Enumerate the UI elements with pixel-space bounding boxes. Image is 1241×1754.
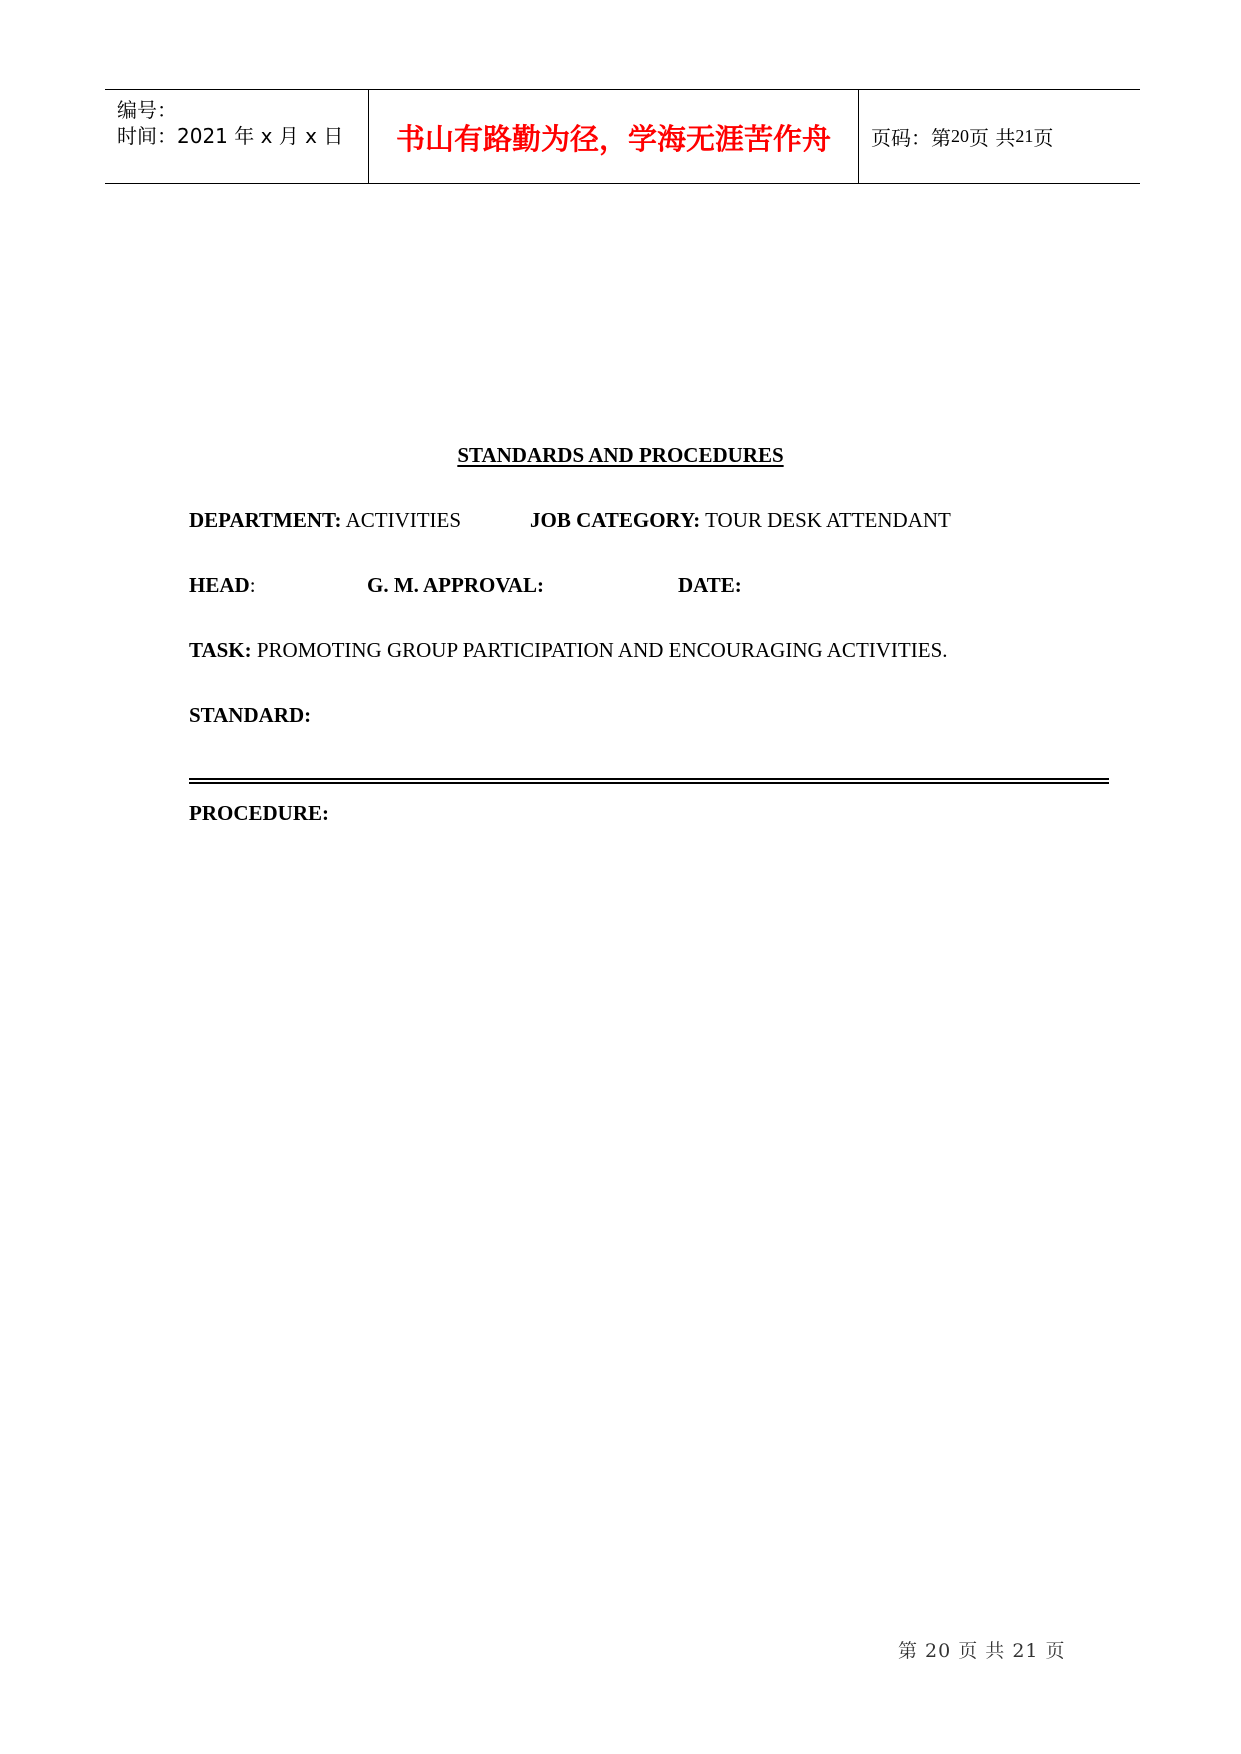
page-header	[105, 89, 1140, 184]
document-title: STANDARDS AND PROCEDURES	[457, 443, 784, 467]
head-label: HEAD	[189, 573, 250, 597]
department-label: DEPARTMENT:	[189, 508, 342, 532]
header-motto: 书山有路勤为径，学海无涯苦作舟	[395, 122, 831, 156]
job-category-value: TOUR DESK ATTENDANT	[700, 508, 951, 532]
task-label: TASK:	[189, 638, 252, 662]
department-field	[189, 508, 461, 533]
gm-approval-label: G. M. APPROVAL:	[367, 573, 544, 597]
page-number-total: 21	[1015, 126, 1034, 146]
standard-label: STANDARD:	[189, 703, 312, 727]
task-field	[189, 638, 948, 663]
page-number-current: 20	[951, 126, 969, 146]
task-value: PROMOTING GROUP PARTICIPATION AND ENCOURAGING ACTIVITIES.	[251, 638, 948, 662]
page-number-prefix: 页码：第	[871, 126, 951, 150]
document-number-label: 编号：	[117, 98, 177, 122]
header-page-cell	[859, 90, 1140, 183]
page-number-middle: 页 共	[969, 126, 1016, 150]
job-category-label: JOB CATEGORY:	[530, 508, 701, 532]
department-value: ACTIVITIES	[341, 508, 462, 532]
head-field	[189, 573, 256, 598]
header-info-cell	[105, 90, 369, 183]
job-category-field	[530, 508, 951, 533]
head-colon: :	[249, 573, 256, 597]
date-label: DATE:	[678, 573, 742, 597]
procedure-label: PROCEDURE:	[189, 801, 329, 825]
section-divider	[189, 778, 1109, 784]
document-time-label: 时间：2021 年 x 月 x 日	[117, 124, 344, 148]
page-number-suffix: 页	[1033, 126, 1054, 150]
page-footer: 第 20 页 共 21 页	[898, 1640, 1066, 1662]
header-motto-cell	[369, 90, 859, 183]
